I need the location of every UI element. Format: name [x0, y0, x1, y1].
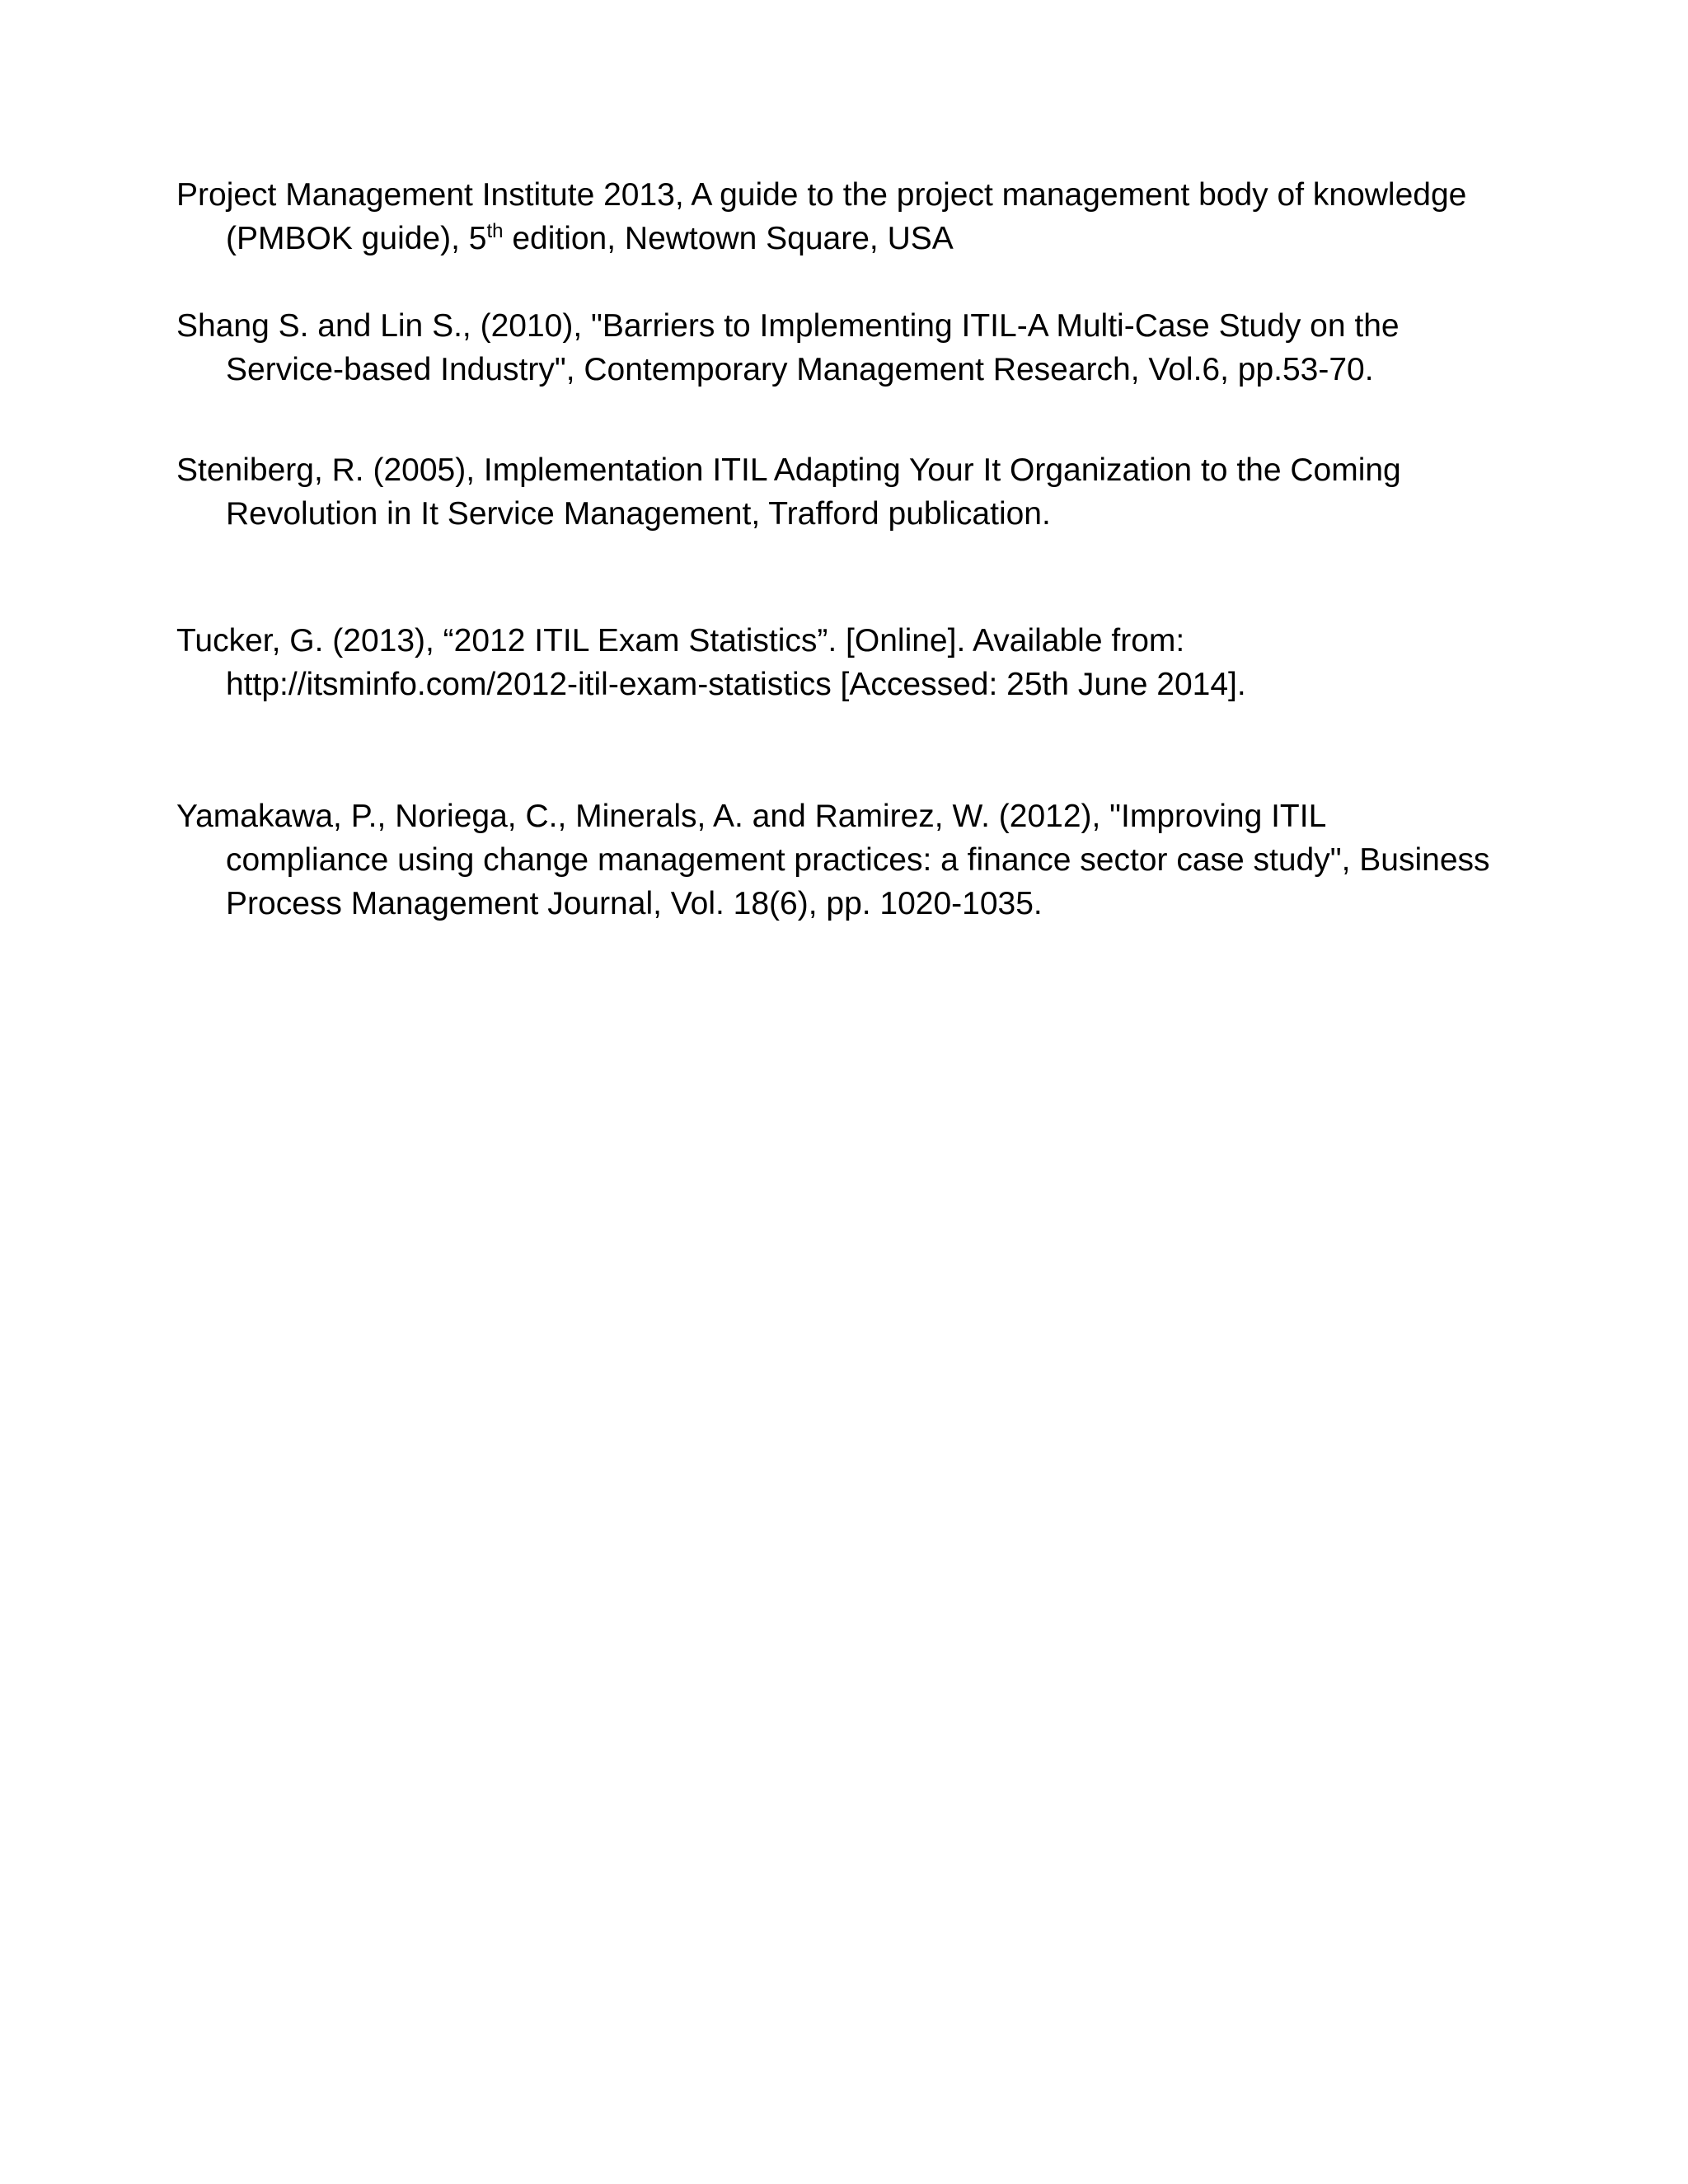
reference-tucker-text: Tucker, G. (2013), “2012 ITIL Exam Statistics”. [Online]. Available from: http://itsminfo.com/2012-itil-exam-statistics [Accessed: 25th June 2014].	[176, 623, 1246, 702]
reference-pmbok-superscript: th	[486, 220, 504, 242]
reference-shang-lin	[176, 304, 1495, 391]
reference-list	[176, 173, 1495, 926]
reference-tucker	[176, 619, 1495, 706]
reference-yamakawa	[176, 794, 1495, 926]
reference-steniberg	[176, 448, 1495, 536]
reference-pmbok	[176, 173, 1495, 260]
reference-yamakawa-text: Yamakawa, P., Noriega, C., Minerals, A. and Ramirez, W. (2012), "Improving ITIL compliance using change management practices: a finance sector case study", Business Process Management Journal, Vol. 18(6), pp. 1020-1035.	[176, 799, 1490, 921]
reference-pmbok-text-end: edition, Newtown Square, USA	[503, 221, 954, 256]
reference-pmbok-text: Project Management Institute 2013, A guide to the project management body of knowledge (PMBOK guide), 5	[176, 177, 1467, 256]
reference-shang-lin-text: Shang S. and Lin S., (2010), "Barriers to Implementing ITIL-A Multi-Case Study on the Service-based Industry", Contemporary Management Research, Vol.6, pp.53-70.	[176, 308, 1400, 387]
reference-steniberg-text: Steniberg, R. (2005), Implementation ITIL Adapting Your It Organization to the Coming Revolution in It Service Management, Trafford publication.	[176, 452, 1401, 532]
